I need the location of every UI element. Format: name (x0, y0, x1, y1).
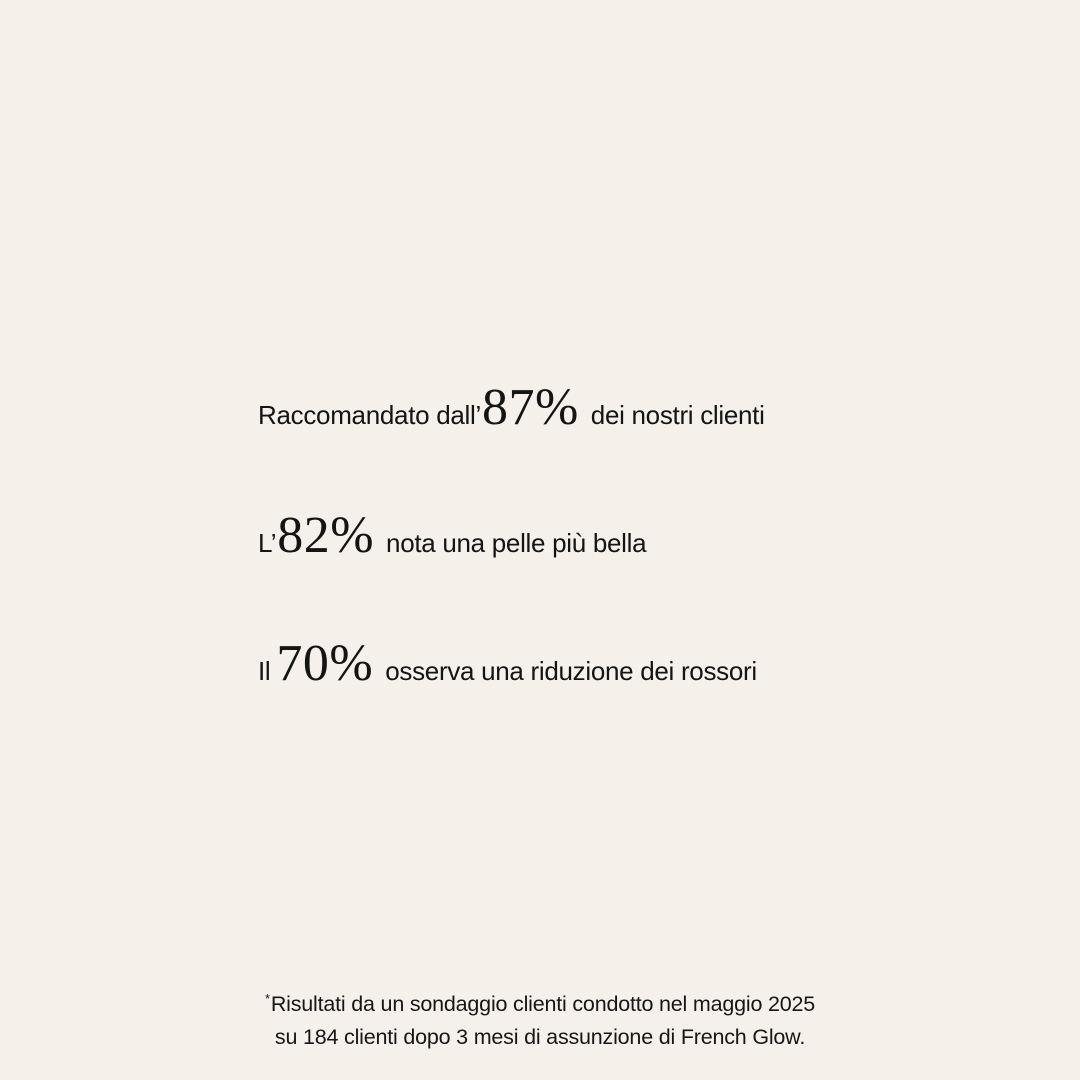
stats-list (258, 379, 958, 702)
footnote-asterisk: * (264, 991, 270, 1006)
stat-prefix: Il (258, 656, 271, 686)
footnote-line-2: su 184 clienti dopo 3 mesi di assunzione di French Glow. (274, 1025, 806, 1049)
stat-line-recommended (258, 379, 958, 446)
stat-line-redness (258, 635, 958, 702)
stat-description: dei nostri clienti (590, 400, 765, 430)
stat-percentage: 82% (277, 507, 375, 564)
stat-prefix: Raccomandato dall’ (258, 400, 481, 430)
survey-footnote (0, 982, 1080, 1054)
stat-percentage: 87% (481, 379, 579, 436)
stat-line-skin (258, 507, 958, 574)
stat-description: nota una pelle più bella (386, 528, 647, 558)
footnote-line-1 (0, 982, 1080, 1021)
footnote-text-1: Risultati da un sondaggio clienti condotto nel maggio 2025 (270, 992, 816, 1016)
stat-prefix: L’ (258, 528, 277, 558)
stat-description: osserva una riduzione dei rossori (385, 656, 757, 686)
stat-percentage: 70% (276, 635, 374, 692)
